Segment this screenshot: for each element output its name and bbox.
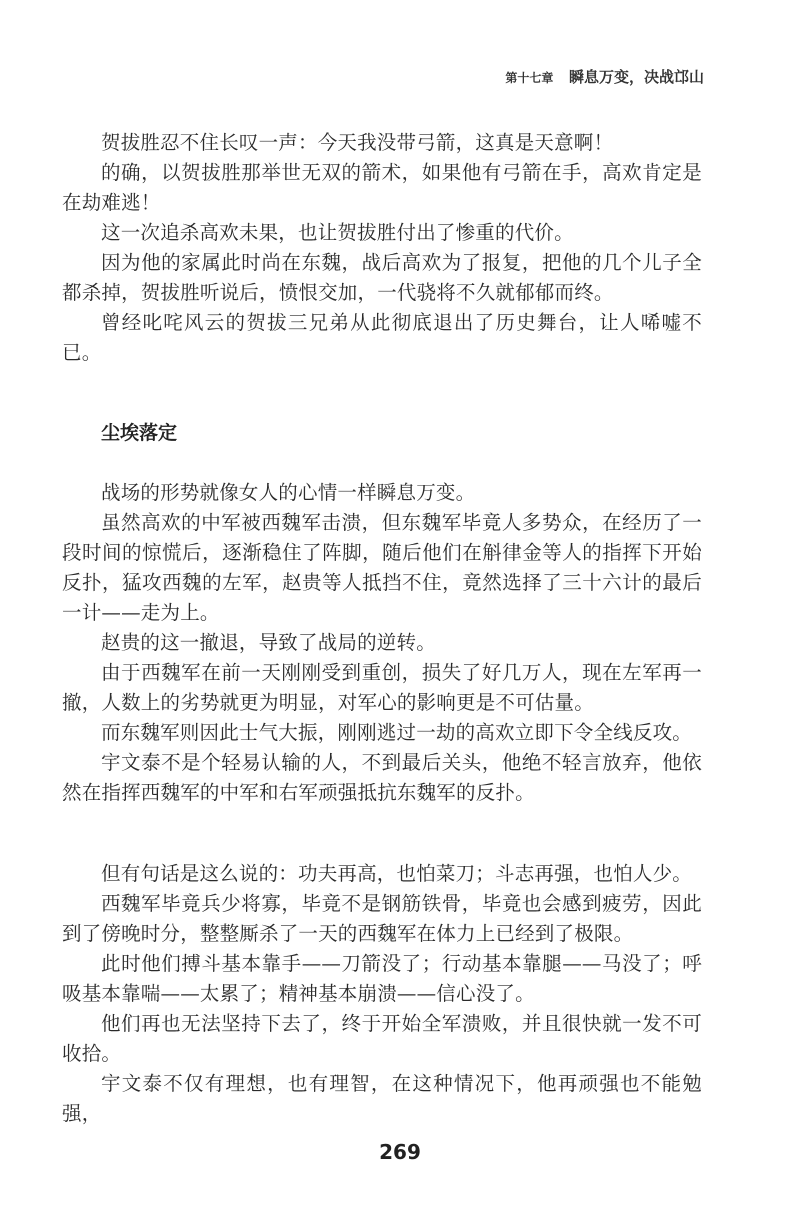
paragraph: 的确，以贺拔胜那举世无双的箭术，如果他有弓箭在手，高欢肯定是在劫难逃！	[62, 161, 702, 214]
paragraph: 赵贵的这一撤退，导致了战局的逆转。	[101, 631, 436, 654]
paragraph: 而东魏军则因此士气大振，刚刚逃过一劫的高欢立即下令全线反攻。	[101, 721, 693, 744]
chapter-title: 瞬息万变，决战邙山	[568, 68, 704, 86]
text-block-section-part2	[62, 859, 702, 1129]
page-number: 269	[379, 1140, 421, 1164]
paragraph: 西魏军毕竟兵少将寡，毕竟不是钢筋铁骨，毕竟也会感到疲劳，因此到了傍晚时分，整整厮杀了一天的西魏军在体力上已经到了极限。	[62, 892, 702, 945]
text-block-section-part1	[62, 478, 702, 808]
paragraph: 因为他的家属此时尚在东魏，战后高欢为了报复，把他的几个儿子全都杀掉，贺拔胜听说后，愤恨交加，一代骁将不久就郁郁而终。	[62, 251, 702, 304]
paragraph: 贺拔胜忍不住长叹一声：今天我没带弓箭，这真是天意啊！	[101, 131, 614, 154]
paragraph: 但有句话是这么说的：功夫再高，也怕菜刀；斗志再强，也怕人少。	[101, 862, 693, 885]
paragraph: 他们再也无法坚持下去了，终于开始全军溃败，并且很快就一发不可收拾。	[62, 1012, 702, 1065]
section-heading: 尘埃落定	[101, 422, 178, 444]
chapter-number: 第十七章	[505, 71, 554, 85]
paragraph: 此时他们搏斗基本靠手——刀箭没了；行动基本靠腿——马没了；呼吸基本靠喘——太累了；精神基本崩溃——信心没了。	[62, 952, 702, 1005]
paragraph: 虽然高欢的中军被西魏军击溃，但东魏军毕竟人多势众，在经历了一段时间的惊慌后，逐渐稳住了阵脚，随后他们在斛律金等人的指挥下开始反扑，猛攻西魏的左军，赵贵等人抵挡不住，竟然选择了三十六计的最后一计——走为上。	[62, 511, 702, 624]
paragraph: 这一次追杀高欢未果，也让贺拔胜付出了惨重的代价。	[101, 221, 574, 244]
paragraph: 由于西魏军在前一天刚刚受到重创，损失了好几万人，现在左军再一撤，人数上的劣势就更为明显，对军心的影响更是不可估量。	[62, 661, 702, 714]
paragraph: 宇文泰不仅有理想，也有理智，在这种情况下，他再顽强也不能勉强，	[62, 1072, 702, 1125]
paragraph: 宇文泰不是个轻易认输的人，不到最后关头，他绝不轻言放弃，他依然在指挥西魏军的中军和右军顽强抵抗东魏军的反扑。	[62, 751, 702, 804]
text-block-before-section	[62, 128, 702, 368]
running-head	[505, 66, 704, 87]
paragraph: 曾经叱咤风云的贺拔三兄弟从此彻底退出了历史舞台，让人唏嘘不已。	[62, 311, 702, 364]
paragraph: 战场的形势就像女人的心情一样瞬息万变。	[101, 481, 476, 504]
